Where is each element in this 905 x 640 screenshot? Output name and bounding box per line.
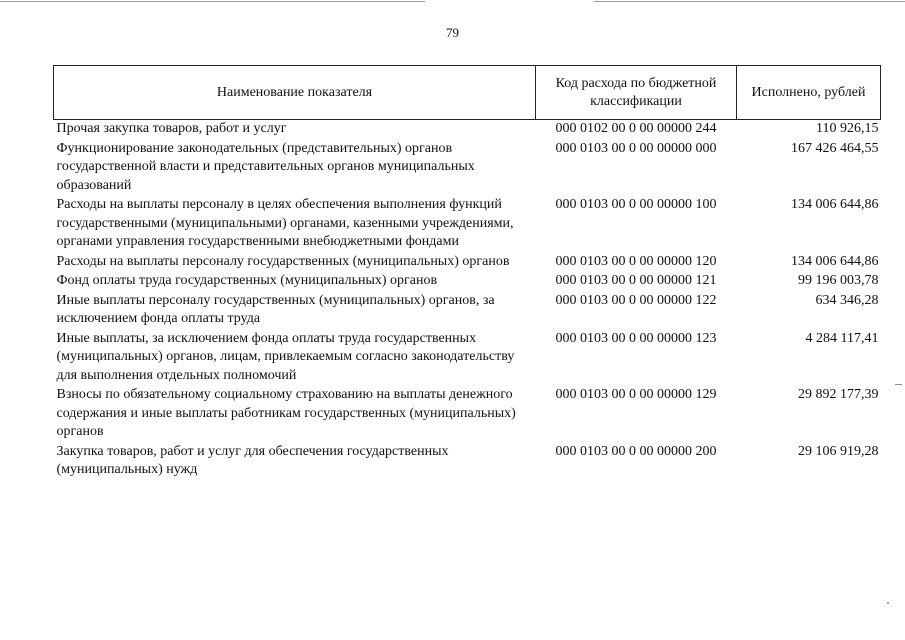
- table-row: [54, 330, 881, 387]
- table-row: [54, 386, 881, 443]
- margin-tick-mark: [895, 384, 902, 385]
- row-amount: 99 196 003,78: [798, 273, 879, 288]
- row-name: Иные выплаты персоналу государственных (муниципальных) органов, за исключением фонда оплаты труда: [56, 292, 495, 326]
- row-code: 000 0103 00 0 00 00000 123: [555, 330, 717, 346]
- row-code: 000 0103 00 0 00 00000 000: [555, 140, 717, 156]
- row-name: Прочая закупка товаров, работ и услуг: [56, 121, 287, 136]
- budget-execution-table: [53, 65, 881, 481]
- table-row: [54, 292, 881, 330]
- row-name: Иные выплаты, за исключением фонда оплаты труда государственных (муниципальных) органов, лицам, привлекаемым согласно законодательству для выполнения отдельных полномочий: [56, 330, 515, 383]
- header-executed-amount: Исполнено, рублей: [737, 66, 881, 120]
- table-row: [54, 140, 881, 197]
- row-name: Функционирование законодательных (представительных) органов государственной власти и представительных органов муниципальных образований: [56, 140, 475, 193]
- table-row: [54, 443, 881, 481]
- row-code: 000 0103 00 0 00 00000 121: [555, 273, 717, 288]
- row-name: Взносы по обязательному социальному страхованию на выплаты денежного содержания и иные выплаты работникам государственных (муниципальных) органов: [56, 387, 516, 439]
- row-code: 000 0103 00 0 00 00000 200: [555, 443, 717, 459]
- table-row: [54, 196, 881, 253]
- row-name: Фонд оплаты труда государственных (муниципальных) органов: [56, 273, 438, 288]
- row-code: 000 0103 00 0 00 00000 120: [555, 253, 717, 269]
- row-amount: 134 006 644,86: [791, 253, 879, 269]
- row-name: Расходы на выплаты персоналу в целях обеспечения выполнения функций государственными (муниципальными) органами, казенными учреждениями, органами управления государственными внебюджетными фондами: [56, 197, 514, 249]
- top-rule-left: [0, 1, 425, 2]
- header-budget-code: Код расхода по бюджетной классификации: [536, 66, 737, 120]
- table-row: [54, 272, 881, 292]
- row-amount: 634 346,28: [815, 292, 879, 308]
- row-code: 000 0103 00 0 00 00000 100: [555, 197, 717, 212]
- row-amount: 110 926,15: [816, 121, 879, 136]
- row-name: Закупка товаров, работ и услуг для обеспечения государственных (муниципальных) нужд: [56, 443, 449, 477]
- row-amount: 29 106 919,28: [798, 443, 879, 459]
- scan-dot: [887, 602, 889, 604]
- row-name: Расходы на выплаты персоналу государственных (муниципальных) органов: [56, 253, 510, 269]
- row-code: 000 0103 00 0 00 00000 129: [555, 387, 717, 402]
- row-code: 000 0103 00 0 00 00000 122: [555, 292, 717, 308]
- row-amount: 4 284 117,41: [805, 330, 879, 346]
- row-code: 000 0102 00 0 00 00000 244: [555, 121, 717, 136]
- row-amount: 167 426 464,55: [791, 140, 879, 156]
- row-amount: 29 892 177,39: [798, 387, 879, 402]
- table-row: [54, 253, 881, 273]
- table-header-row: [54, 66, 881, 120]
- top-rule-right: [594, 1, 905, 2]
- row-amount: 134 006 644,86: [791, 197, 879, 212]
- table-row: [54, 120, 881, 140]
- page-number: 79: [446, 25, 459, 40]
- header-indicator-name: Наименование показателя: [54, 66, 536, 120]
